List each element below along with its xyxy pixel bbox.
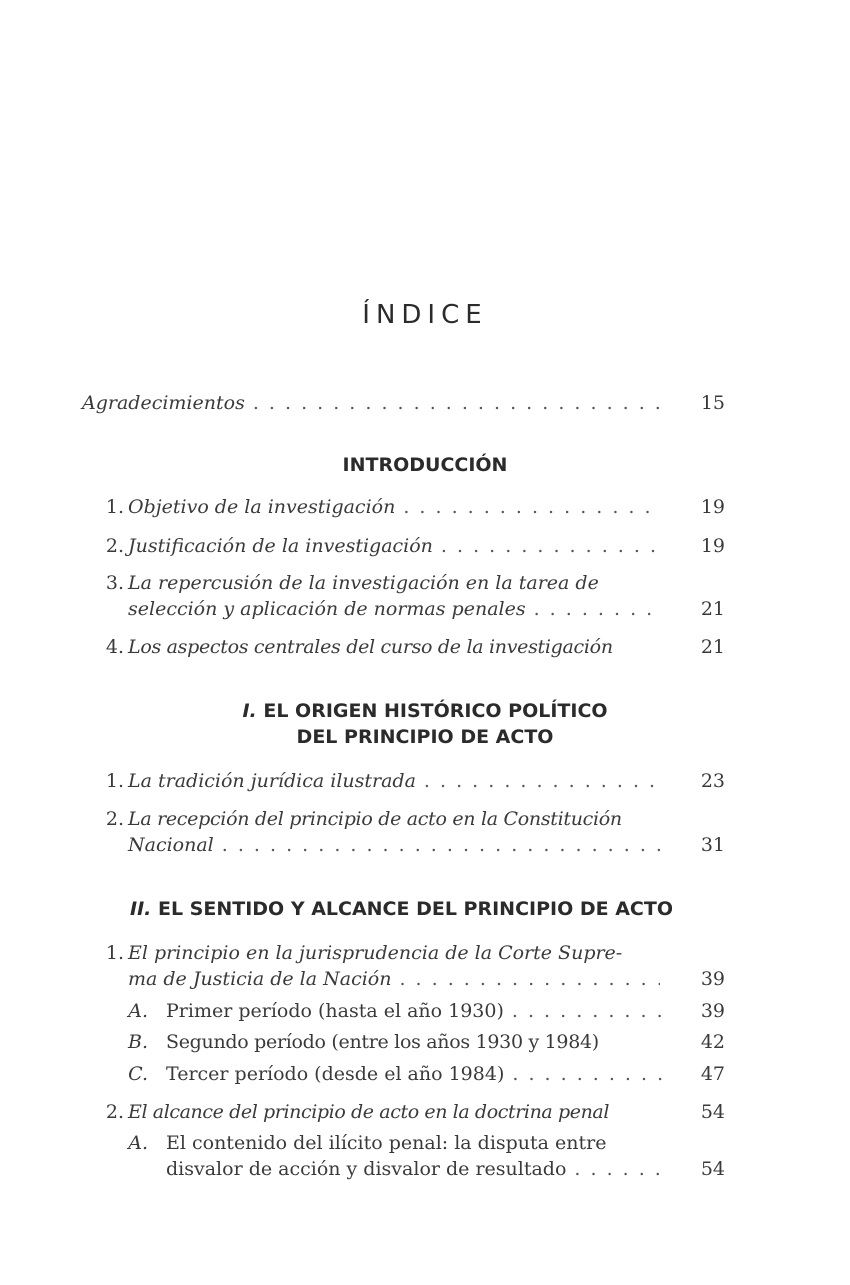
toc-entry-number: 2.	[105, 535, 124, 557]
section-heading-introduccion: INTRODUCCIÓN	[342, 454, 508, 476]
toc-entry-label: Segundo período (entre los años 1930 y 1984)	[166, 1031, 599, 1053]
toc-entry[interactable]	[100, 940, 725, 992]
leader-dots	[399, 966, 660, 992]
toc-entry[interactable]	[100, 570, 725, 622]
toc-entry-number: A.	[128, 1000, 148, 1022]
toc-page-number: 21	[700, 636, 725, 658]
toc-entry[interactable]	[100, 768, 725, 794]
toc-page-number: 39	[700, 968, 725, 990]
toc-entry-number: 1.	[105, 770, 124, 792]
toc-entry[interactable]	[100, 533, 725, 559]
toc-page-number: 39	[700, 1000, 725, 1022]
toc-subentry[interactable]	[108, 1029, 725, 1055]
toc-entry-number: 3.	[105, 572, 124, 594]
toc-entry-label: Tercer período (desde el año 1984)	[166, 1063, 505, 1085]
toc-entry-number: 2.	[105, 1101, 124, 1123]
toc-entry-label: Agradecimientos	[82, 392, 245, 414]
leader-dots	[253, 390, 662, 416]
section-numeral: II.	[130, 898, 152, 920]
toc-subentry[interactable]	[108, 1130, 725, 1182]
leader-dots	[512, 1061, 668, 1087]
toc-subentry[interactable]	[108, 1061, 725, 1087]
toc-entry-label: El contenido del ilícito penal: la disputa entre	[166, 1132, 607, 1154]
toc-entry-label: La repercusión de la investigación en la tarea de	[128, 572, 599, 594]
leader-dots	[534, 596, 660, 622]
toc-page-number: 54	[700, 1101, 725, 1123]
leader-dots	[441, 533, 660, 559]
section-heading-line: EL ORIGEN HISTÓRICO POLÍTICO	[263, 700, 608, 722]
toc-entry[interactable]	[100, 1099, 725, 1125]
toc-entry-number: B.	[127, 1031, 148, 1053]
toc-entry-label: selección y aplicación de normas penales	[128, 598, 526, 620]
toc-page-number: 21	[700, 598, 725, 620]
page-title: ÍNDICE	[362, 300, 488, 330]
toc-entry-number: 2.	[105, 808, 124, 830]
section-numeral: I.	[242, 700, 257, 722]
toc-entry-label: Primer período (hasta el año 1930)	[166, 1000, 504, 1022]
section-heading-line: DEL PRINCIPIO DE ACTO	[296, 726, 554, 748]
toc-entry-label: ma de Justicia de la Nación	[128, 968, 392, 990]
leader-dots	[222, 832, 660, 858]
toc-entry-number: 1.	[105, 496, 124, 518]
toc-page-number: 15	[700, 392, 725, 414]
toc-entry-label: La recepción del principio de acto en la Constitución	[128, 808, 622, 830]
toc-entry-number: 1.	[105, 942, 124, 964]
toc-page-number: 23	[700, 770, 725, 792]
toc-entry-label: Los aspectos centrales del curso de la investigación	[128, 636, 613, 658]
toc-entry-label: disvalor de acción y disvalor de resultado	[166, 1158, 567, 1180]
toc-page-number: 47	[700, 1063, 725, 1085]
toc-entry-label: El alcance del principio de acto en la doctrina penal	[128, 1101, 610, 1123]
toc-entry-label: La tradición jurídica ilustrada	[128, 770, 416, 792]
toc-entry[interactable]	[100, 634, 725, 660]
toc-page-number: 42	[700, 1031, 725, 1053]
section-heading-sentido	[130, 896, 830, 922]
toc-entry-label: Objetivo de la investigación	[128, 496, 396, 518]
leader-dots	[512, 998, 668, 1024]
toc-entry-label: Nacional	[128, 834, 214, 856]
toc-entry-number: 4.	[105, 636, 124, 658]
section-heading-line: EL SENTIDO Y ALCANCE DEL PRINCIPIO DE ACTO	[157, 898, 673, 920]
toc-entry-number: C.	[128, 1063, 148, 1085]
toc-page-number: 31	[700, 834, 725, 856]
toc-entry[interactable]	[100, 494, 725, 520]
toc-entry-label: El principio en la jurisprudencia de la Corte Supre-	[128, 942, 623, 964]
toc-page-number: 19	[700, 535, 725, 557]
leader-dots	[424, 768, 660, 794]
toc-entry-label: Justificación de la investigación	[128, 535, 433, 557]
toc-entry-agradecimientos[interactable]	[82, 390, 725, 416]
toc-page-number: 19	[700, 496, 725, 518]
toc-entry[interactable]	[100, 806, 725, 858]
leader-dots	[574, 1156, 668, 1182]
toc-entry-number: A.	[128, 1132, 148, 1154]
leader-dots	[403, 494, 660, 520]
toc-page-number: 54	[700, 1158, 725, 1180]
toc-subentry[interactable]	[108, 998, 725, 1024]
section-heading-origen	[0, 698, 850, 724]
